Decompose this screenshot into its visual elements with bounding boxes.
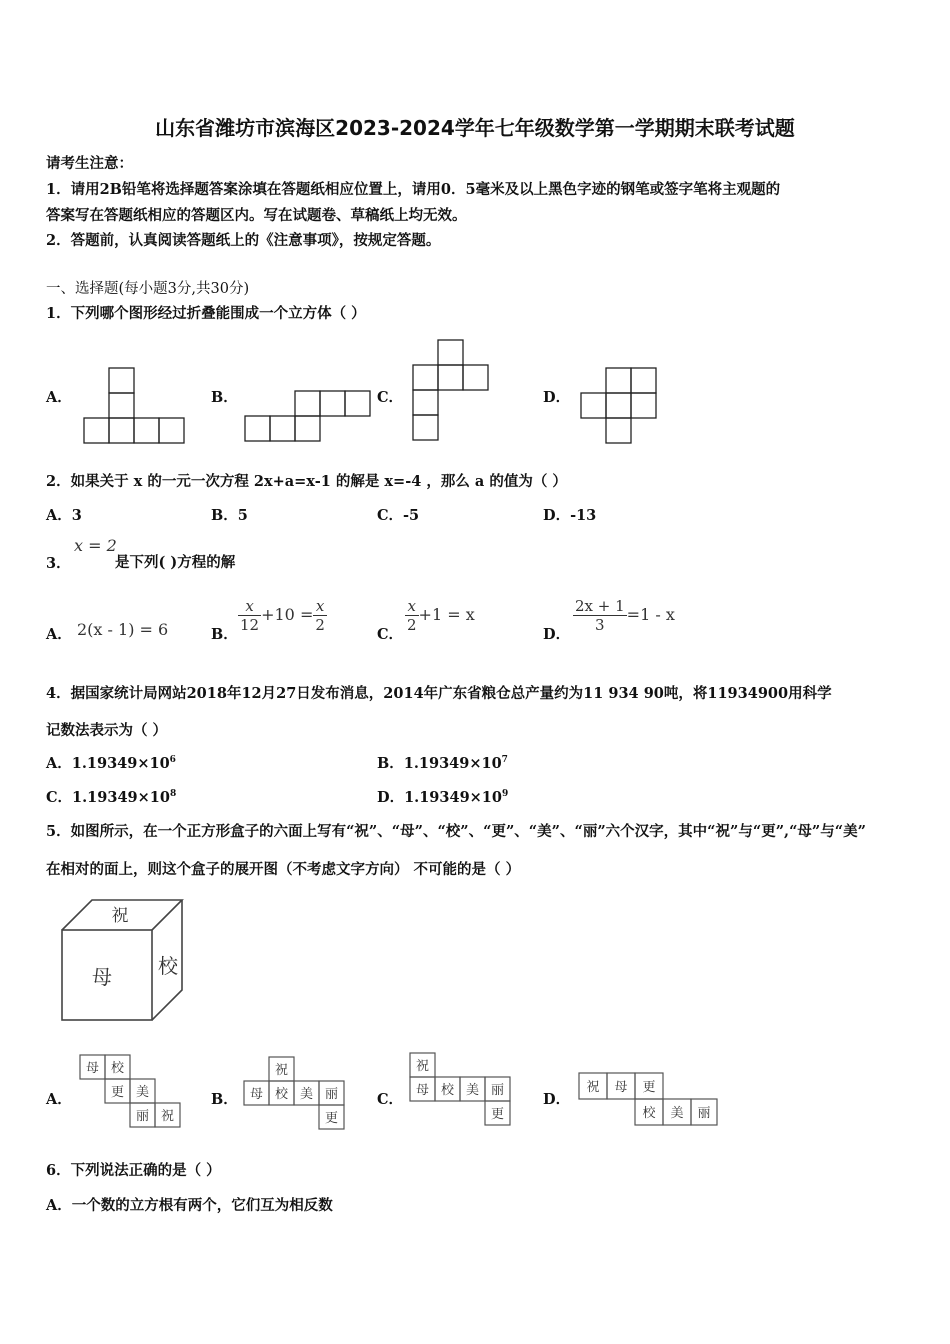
q3-b-den1: 12 [240,616,260,634]
q4-option-b-base: B．1.19349×10 [377,755,502,772]
net-d-cell: 校 [642,1106,656,1121]
q3-c-num: x [405,597,419,616]
section-heading: 一、选择题(每小题3分,共30分) [46,281,250,297]
q4-option-c [46,786,176,807]
q5-label-c: C． [377,1091,404,1108]
q4-option-b-exp: 7 [501,755,508,766]
q2-option-c: C．-5 [377,507,420,524]
q3-option-d-expr [573,597,675,634]
q4-option-a [46,752,176,773]
q2-option-d: D．-13 [543,507,597,524]
q3-d-den: 3 [595,616,605,634]
net-d-cell: 丽 [697,1106,711,1121]
q1-label-a: A． [46,389,72,406]
q5-net-b [242,1055,348,1131]
q4-option-b [377,752,508,773]
q3-label-c: C． [377,626,404,643]
q5-label-d: D． [543,1091,571,1108]
cube-top-label: 祝 [111,906,129,926]
q4-line-2: 记数法表示为（ ） [46,722,168,739]
page-title: 山东省潍坊市滨海区2023-2024学年七年级数学第一学期期末联考试题 [155,116,795,140]
q5-label-a: A． [46,1091,72,1108]
q3-number: 3． [46,555,71,572]
net-d-cell: 母 [614,1080,628,1095]
net-a-cell: 校 [110,1061,125,1076]
q1-net-b [242,388,372,446]
q5-line-1: 5．如图所示，在一个正方形盒子的六面上写有“祝”、“母”、“校”、“更”、“美”、“丽”六个汉字，其中“祝”与“更”,“母”与“美” [46,823,866,840]
q5-line-2: 在相对的面上，则这个盒子的展开图（不考虑文字方向） 不可能的是（ ） [46,861,521,878]
q2-option-b: B．5 [211,507,248,524]
cube-front-label: 母 [92,965,112,989]
q1-net-c [409,337,493,443]
q6-option-a: A．一个数的立方根有两个，它们互为相反数 [46,1197,333,1214]
q3-b-den2: 2 [315,616,325,634]
q1-stem: 1．下列哪个图形经过折叠能围成一个立方体（ ） [46,305,366,322]
q4-option-a-base: A．1.19349×10 [46,755,170,772]
net-a-cell: 美 [135,1085,150,1100]
q4-option-d [377,786,508,807]
q3-text: 是下列( )方程的解 [115,554,236,571]
q4-option-c-base: C．1.19349×10 [46,789,170,806]
q3-label-b: B． [211,626,238,643]
q3-b-mid: +10 = [261,605,314,624]
q2-option-a: A．3 [46,507,82,524]
q5-net-d [577,1071,719,1131]
q3-expression: x = 2 [74,536,117,555]
q3-label-a: A． [46,626,72,643]
q3-option-b-expr [238,597,327,634]
notice-line-1a: 1．请用2B铅笔将选择题答案涂填在答题纸相应位置上，请用0．5毫米及以上黑色字迹的钢笔或签字笔将主观题的 [46,181,781,198]
net-b-cell: 丽 [324,1087,339,1102]
q3-d-num: 2x + 1 [575,597,625,615]
net-b-cell: 美 [299,1087,314,1102]
net-d-cell: 更 [642,1080,656,1095]
net-b-cell: 祝 [274,1063,289,1078]
q4-line-1: 4．据国家统计局网站2018年12月27日发布消息，2014年广东省粮仓总产量约为11 934 90吨，将11934900用科学 [46,685,832,702]
net-c-cell: 校 [440,1083,455,1098]
q3-b-num2: x [313,597,327,616]
q4-option-a-exp: 6 [169,755,176,766]
q1-net-d [578,365,660,445]
q5-cube-figure [58,896,188,1024]
q1-label-d: D． [543,389,571,406]
q4-option-d-exp: 9 [502,789,509,800]
net-b-cell: 校 [274,1087,289,1102]
q5-net-c [408,1051,514,1129]
q1-net-a [80,364,188,446]
net-d-cell: 美 [670,1106,684,1121]
cube-side-label: 校 [158,954,178,978]
net-a-cell: 更 [110,1085,125,1100]
q3-option-a-expr: 2(x - 1) = 6 [77,620,169,639]
q2-stem: 2．如果关于 x 的一元一次方程 2x+a=x-1 的解是 x=-4 ，那么 a 的值为（ ） [46,473,567,490]
net-c-cell: 丽 [490,1083,505,1098]
net-d-cell: 祝 [586,1080,600,1095]
net-c-cell: 美 [465,1083,480,1098]
net-c-cell: 祝 [415,1059,430,1074]
net-b-cell: 更 [324,1111,339,1126]
q4-option-d-base: D．1.19349×10 [377,789,502,806]
notice-line-1b: 答案写在答题纸相应的答题区内。写在试题卷、草稿纸上均无效。 [46,207,467,224]
notice-heading: 请考生注意： [46,155,133,172]
q3-label-d: D． [543,626,571,643]
net-a-cell: 祝 [160,1109,175,1124]
q3-option-c-expr [405,597,475,634]
q6-stem: 6．下列说法正确的是（ ） [46,1162,221,1179]
net-b-cell: 母 [249,1087,264,1102]
notice-line-2: 2．答题前，认真阅读答题纸上的《注意事项》，按规定答题。 [46,232,441,249]
net-c-cell: 更 [490,1107,505,1122]
q3-b-num1: x [238,597,261,616]
q3-d-mid: =1 - x [626,605,675,624]
q3-c-den: 2 [407,616,417,634]
q1-label-b: B． [211,389,238,406]
net-a-cell: 母 [85,1061,100,1076]
q3-c-mid: +1 = x [418,605,475,624]
net-c-cell: 母 [415,1083,430,1098]
q5-label-b: B． [211,1091,238,1108]
q4-option-c-exp: 8 [169,789,177,800]
net-a-cell: 丽 [135,1109,150,1124]
q5-net-a [78,1053,182,1131]
q1-label-c: C． [377,389,404,406]
